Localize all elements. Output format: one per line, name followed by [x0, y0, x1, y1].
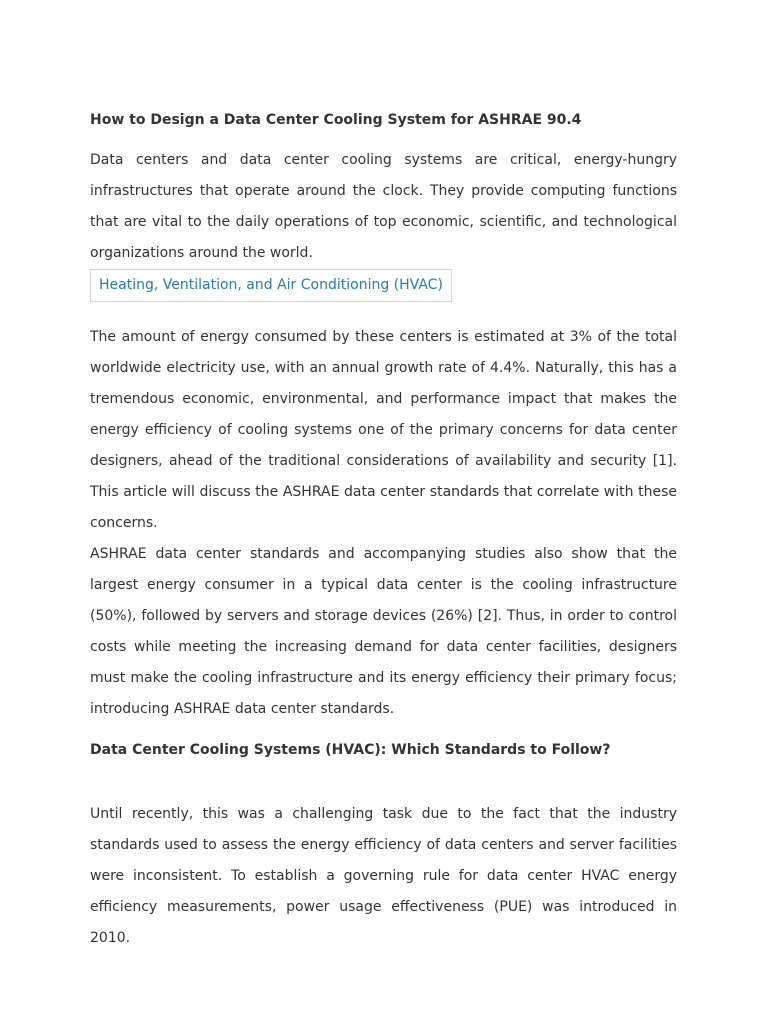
- section-heading: Data Center Cooling Systems (HVAC): Which Standards to Follow?: [90, 742, 611, 758]
- hvac-link[interactable]: Heating, Ventilation, and Air Conditioning (HVAC): [90, 269, 452, 302]
- energy-consumption-paragraph: The amount of energy consumed by these centers is estimated at 3% of the total worldwide electricity use, with an annual growth rate of 4.4%. Naturally, this has a tremendous economic, environmental, and performance impact that makes the energy efficiency of cooling systems one of the primary concerns for data center designers, ahead of the traditional considerations of availability and security [1]. This article will discuss the ASHRAE data center standards that correlate with these concerns.: [90, 329, 677, 531]
- standards-paragraph: Until recently, this was a challenging task due to the fact that the industry standards used to assess the energy efficiency of data centers and server facilities were inconsistent. To establish a governing rule for data center HVAC energy efficiency measurements, power usage effectiveness (PUE) was introduced in 2010.: [90, 806, 677, 946]
- cooling-infrastructure-paragraph: ASHRAE data center standards and accompanying studies also show that the largest energy consumer in a typical data center is the cooling infrastructure (50%), followed by servers and storage devices (26%) [2]. Thus, in order to control costs while meeting the increasing demand for data center facilities, designers must make the cooling infrastructure and its energy efficiency their primary focus; introducing ASHRAE data center standards.: [90, 546, 677, 717]
- article-body: [90, 106, 677, 954]
- article-title: How to Design a Data Center Cooling System for ASHRAE 90.4: [90, 112, 582, 128]
- intro-paragraph: Data centers and data center cooling systems are critical, energy-hungry infrastructures that operate around the clock. They provide computing functions that are vital to the daily operations of top economic, scientific, and technological organizations around the world.: [90, 152, 677, 261]
